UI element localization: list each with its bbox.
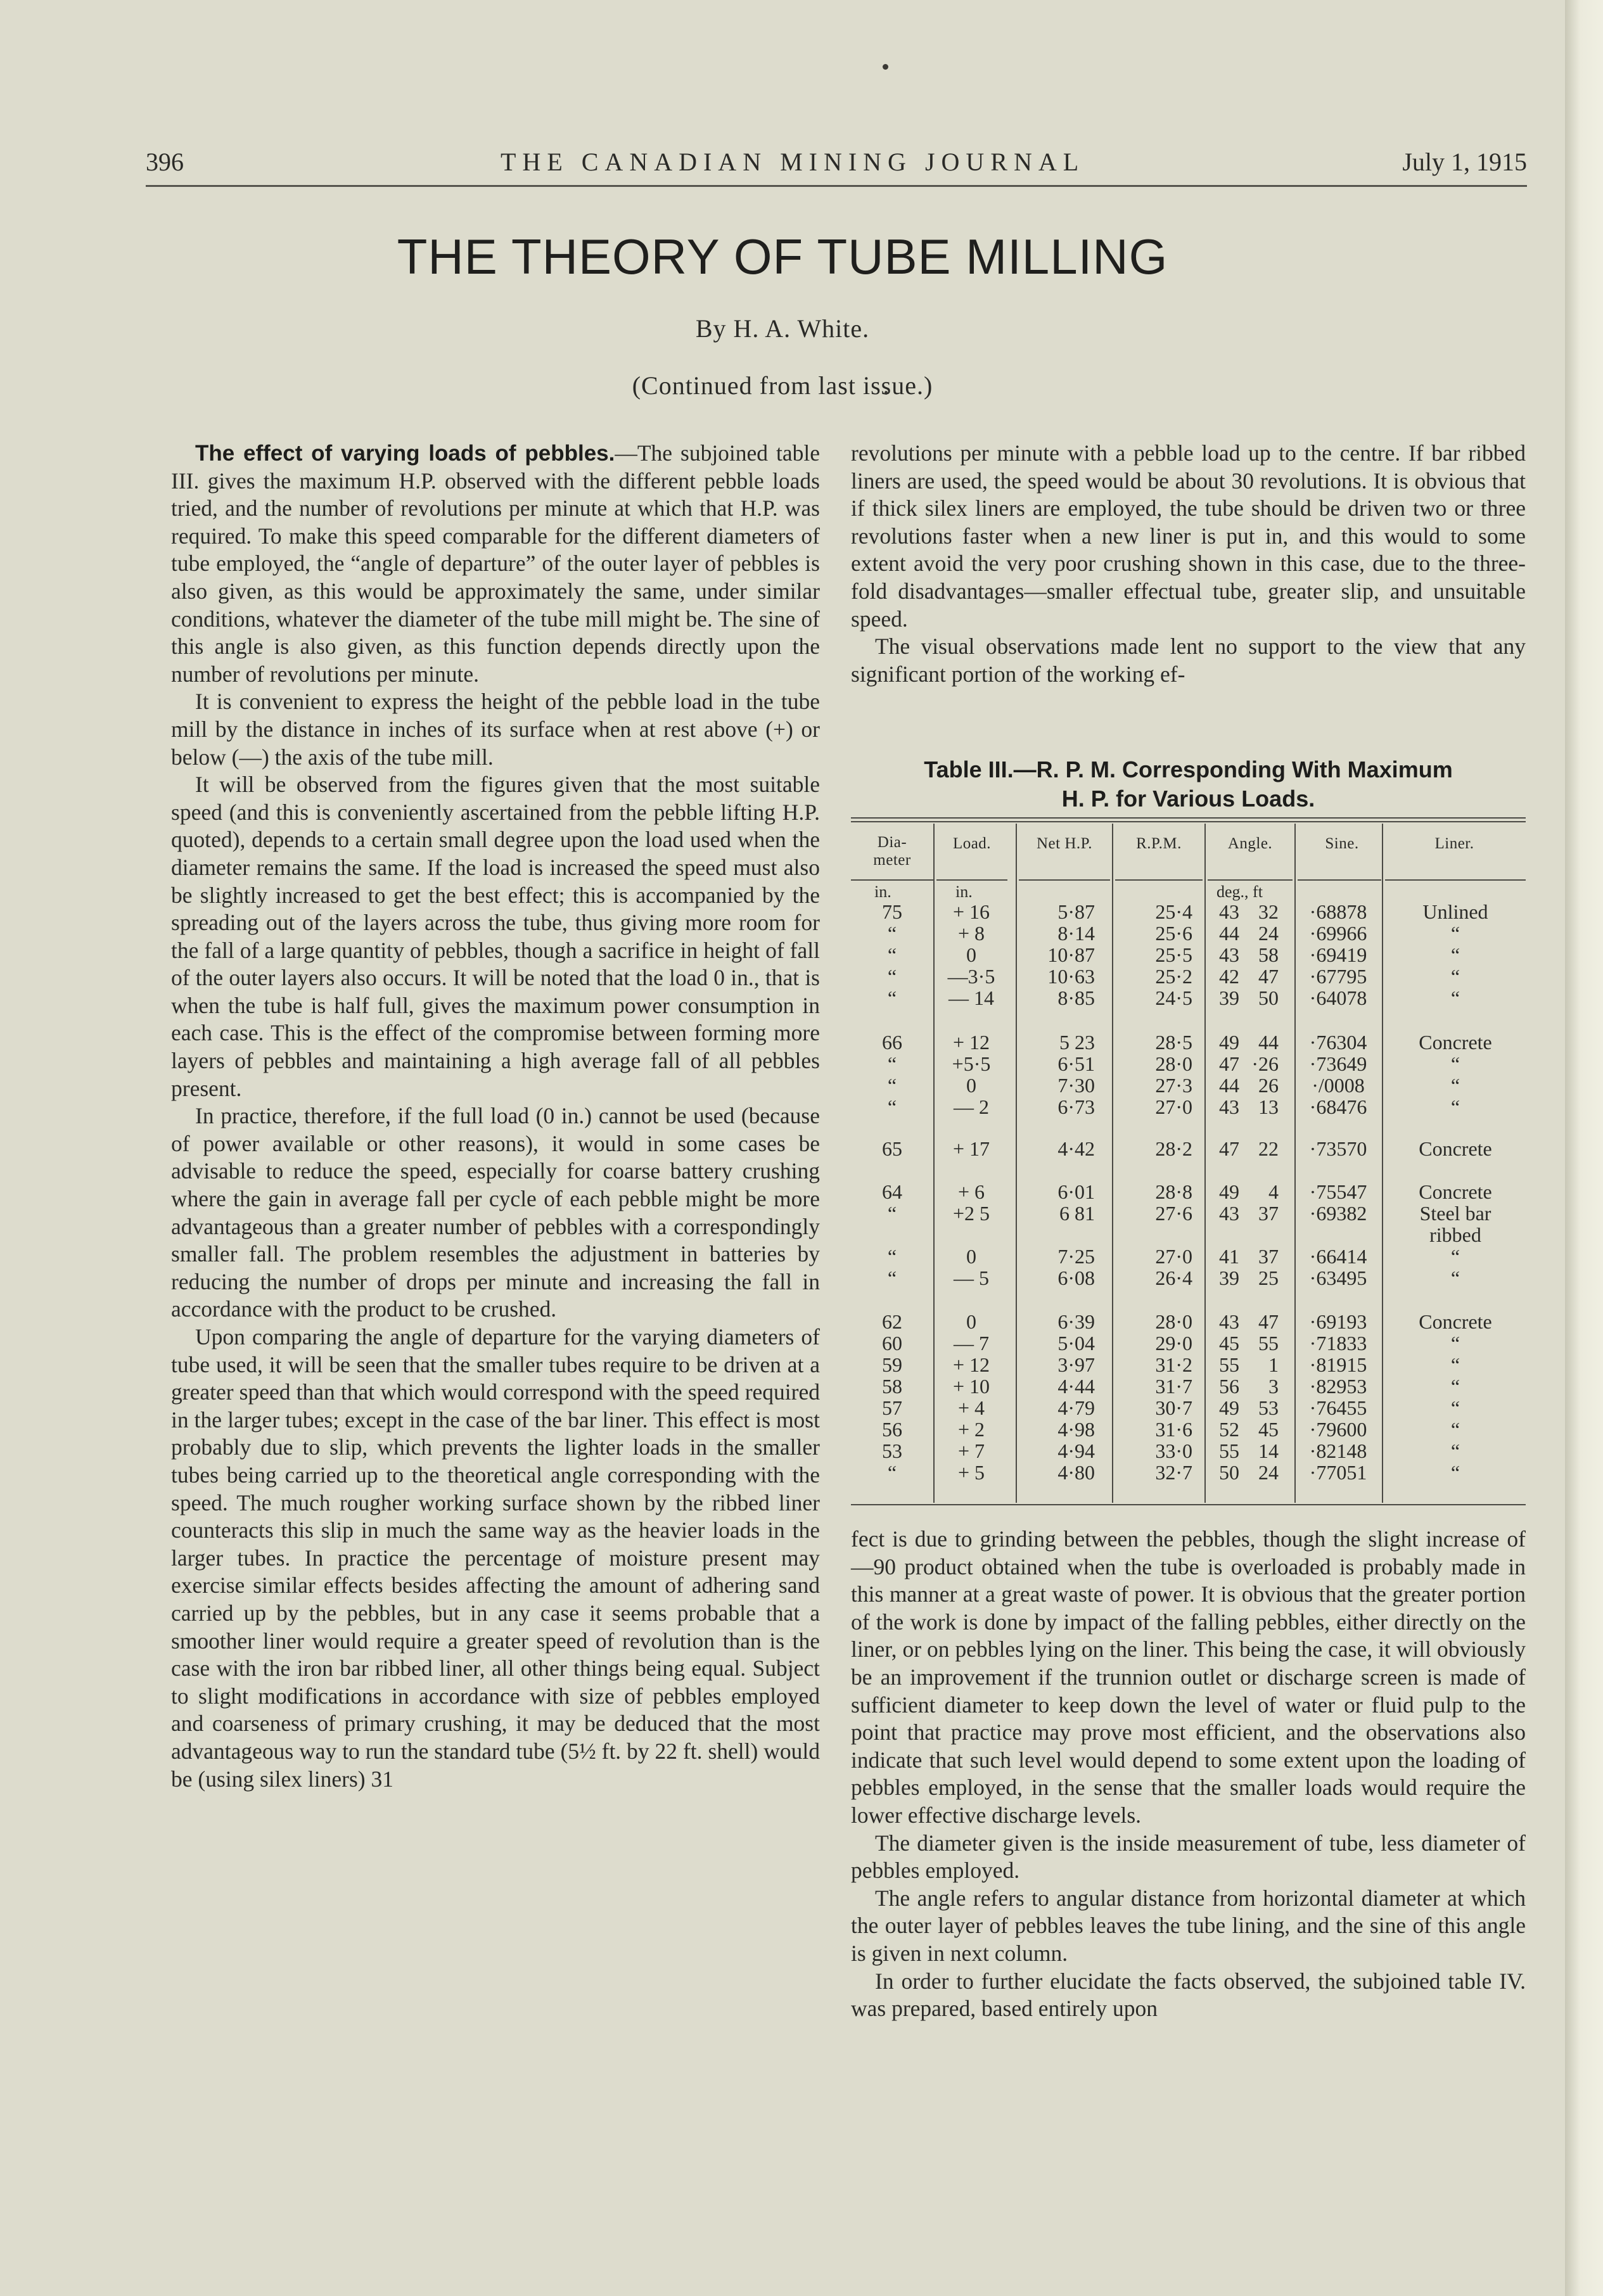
table-cell-diameter: “	[887, 1266, 897, 1289]
table-cell-angle-min: 1	[1268, 1353, 1279, 1376]
table-caption-line: H. P. for Various Loads.	[1061, 786, 1315, 812]
table-cell-rpm: 25·5	[1155, 943, 1192, 966]
paragraph: The angle refers to angular distance from horizontal diameter at which the outer layer of pebbles leaves the tube lining, and the sine of this angle is given in next column.	[851, 1885, 1526, 1966]
table-cell-liner: ribbed	[1429, 1223, 1481, 1246]
header-underline	[1115, 879, 1203, 881]
table-cell-liner: “	[1450, 1396, 1460, 1419]
table-column-rule	[1112, 824, 1113, 1503]
table-cell-rpm: 24·5	[1155, 986, 1192, 1009]
table-cell-liner: Concrete	[1419, 1137, 1492, 1160]
table-cell-sine: ·82953	[1309, 1375, 1367, 1398]
table-cell-liner: “	[1450, 1074, 1460, 1097]
header-underline	[1019, 879, 1110, 881]
table-cell-angle-deg: 43	[1219, 1310, 1239, 1333]
table-cell-angle-min: 47	[1258, 965, 1279, 988]
table-cell-rpm: 28·2	[1155, 1137, 1192, 1160]
table-cell-sine: ·76455	[1309, 1396, 1367, 1419]
table-cell-net-hp: 4·79	[1057, 1396, 1095, 1419]
table-cell-diameter: 66	[882, 1031, 902, 1054]
table-cell-rpm: 31·7	[1155, 1375, 1192, 1398]
table-cell-sine: ·68878	[1309, 900, 1367, 923]
table-cell-angle-min: 37	[1258, 1245, 1279, 1268]
table-cell-load: + 6	[957, 1180, 985, 1203]
table-top-rule	[851, 817, 1526, 819]
table-cell-angle-deg: 42	[1219, 965, 1239, 988]
header-underline	[1385, 879, 1526, 881]
table-cell-load: — 7	[954, 1332, 989, 1355]
col-header-load: Load.	[952, 835, 992, 852]
table-cell-sine: ·64078	[1309, 986, 1367, 1009]
table-cell-angle-min: 50	[1258, 986, 1279, 1009]
table-cell-liner: Concrete	[1419, 1310, 1492, 1333]
table-cell-load: + 8	[957, 922, 985, 945]
table-cell-diameter: 62	[882, 1310, 902, 1333]
table-cell-rpm: 32·7	[1155, 1461, 1192, 1484]
table-cell-angle-min: 4	[1268, 1180, 1279, 1203]
table-cell-rpm: 29·0	[1155, 1332, 1192, 1355]
paragraph: Upon comparing the angle of departure for the varying diameters of tube used, it will be seen that the smaller tubes require to be driven at a greater speed than that which would correspond with the speed required in the larger tubes; except in the case of the bar liner. This effect is most probably due to slip, which prevents the lighter loads in the smaller tubes being carried up to the theoretical angle corresponding with the speed. The much rougher working surface shown by the ribbed liner counteracts this slip in much the same way as the heavier loads in the larger tubes. In practice the percentage of moisture present may exercise similar effects besides affecting the amount of adhering sand carried up by the pebbles, but in any case it seems probable that a smoother liner would require a greater speed of revolution than is the case with the iron bar ribbed liner, all other things being equal. Subject to slight modifications in accordance with size of pebbles employed and coarseness of primary crushing, it may be deduced that the most advantageous way to run the standard tube (5½ ft. by 22 ft. shell) would be (using silex liners) 31	[171, 1324, 820, 1792]
paragraph: fect is due to grinding between the pebbles, though the slight increase of —90 product obtained when the tube is overloaded is probably made in this manner at a great waste of power. It is obvious that the greater portion of the work is done by impact of the falling pebbles, either directly on the liner, or on pebbles lying on the liner. This being the case, it will obviously be an improvement if the trunnion outlet or discharge screen is made of sufficient diameter to keep down the level of water or fluid pulp to the point that practice may prove most efficient, and the observations also indicate that such level would depend to some extent upon the loading of pebbles employed, in the sense that the smaller loads would require the lower effective discharge levels.	[851, 1526, 1526, 1828]
table-cell-sine: ·68476	[1309, 1095, 1367, 1118]
article-byline: By H. A. White.	[695, 314, 870, 343]
table-cell-angle-min: 24	[1258, 1461, 1279, 1484]
paragraph: revolutions per minute with a pebble load up to the centre. If bar ribbed liners are used, the speed would be about 30 revolutions. It is obvious that if thick silex liners are employed, the tube should be driven two or three revolutions faster when a new liner is put in, and this would to some extent avoid the very poor crushing shown in this case, due to the three-fold disadvantages—smaller effectual tube, greater slip, and unsuitable speed.	[851, 440, 1526, 632]
table-column-rule	[1204, 824, 1206, 1503]
table-cell-angle-min: 14	[1258, 1439, 1279, 1462]
article-title: THE THEORY OF TUBE MILLING	[397, 229, 1168, 284]
table-cell-load: — 2	[954, 1095, 989, 1118]
table-cell-sine: ·82148	[1309, 1439, 1367, 1462]
table-cell-rpm: 28·0	[1155, 1052, 1192, 1075]
table-cell-load: 0	[966, 1310, 976, 1333]
table-cell-load: + 2	[957, 1418, 985, 1441]
table-cell-sine: ·79600	[1309, 1418, 1367, 1441]
table-cell-angle-deg: 56	[1219, 1375, 1239, 1398]
col-header-rpm: R.P.M.	[1136, 835, 1182, 852]
table-cell-liner: “	[1450, 1332, 1460, 1355]
table-cell-load: + 12	[952, 1353, 990, 1376]
table-cell-angle-min: ·26	[1251, 1052, 1279, 1075]
table-cell-angle-deg: 41	[1219, 1245, 1239, 1268]
table-cell-diameter: 64	[882, 1180, 902, 1203]
table-cell-angle-deg: 47	[1219, 1137, 1239, 1160]
table-cell-liner: “	[1450, 1439, 1460, 1462]
table-cell-net-hp: 8·14	[1057, 922, 1095, 945]
continued-note: (Continued from last issue.)	[632, 371, 933, 400]
table-cell-angle-min: 13	[1258, 1095, 1279, 1118]
unit-label: in.	[955, 883, 973, 901]
table-cell-diameter: 56	[882, 1418, 902, 1441]
table-cell-rpm: 30·7	[1155, 1396, 1192, 1419]
table-cell-diameter: “	[887, 1245, 897, 1268]
table-cell-angle-deg: 43	[1219, 1202, 1239, 1225]
table-cell-angle-deg: 43	[1219, 943, 1239, 966]
table-cell-rpm: 25·6	[1155, 922, 1192, 945]
col-header-net-hp: Net H.P.	[1036, 835, 1093, 852]
table-cell-angle-deg: 44	[1219, 1074, 1239, 1097]
running-header	[146, 147, 1527, 185]
paragraph: It is convenient to express the height of the pebble load in the tube mill by the distance in inches of its surface when at rest above (+) or below (—) the axis of the tube mill.	[171, 689, 820, 770]
table-cell-net-hp: 5·04	[1057, 1332, 1095, 1355]
table-cell-angle-deg: 49	[1219, 1180, 1239, 1203]
table-cell-diameter: 60	[882, 1332, 902, 1355]
table-cell-angle-min: 58	[1258, 943, 1279, 966]
table-top-rule	[851, 821, 1526, 822]
table-cell-rpm: 27·6	[1155, 1202, 1192, 1225]
table-cell-sine: ·75547	[1309, 1180, 1367, 1203]
table-column-rule	[1016, 824, 1017, 1503]
unit-label: in.	[874, 883, 891, 901]
table-cell-load: + 7	[957, 1439, 985, 1462]
table-cell-diameter: “	[887, 965, 897, 988]
table-cell-liner: Concrete	[1419, 1031, 1492, 1054]
table-cell-angle-deg: 50	[1219, 1461, 1239, 1484]
table-cell-liner: “	[1450, 1266, 1460, 1289]
table-cell-angle-deg: 55	[1219, 1439, 1239, 1462]
right-column-top	[851, 440, 1526, 688]
paragraph: It will be observed from the figures given that the most suitable speed (and this is conveniently ascertained from the pebble lifting H.P. quoted), depends to a certain small degree upon the load used when the diameter remains the same. If the load is increased the speed must also be slightly increased to get the best effect; this is accompanied by the spreading out of the layers across the tube, thus giving more room for the fall of a large quantity of pebbles, though a sacrifice in height of fall of the outer layers also occurs. It will be noted that the load 0 in., that is when the tube is half full, gives the maximum power consumption in each case. This is the effect of the compromise between forming more layers of pebbles and maintaining a high average fall of all pebbles present.	[171, 772, 820, 1101]
table-cell-net-hp: 4·80	[1057, 1461, 1095, 1484]
table-cell-angle-deg: 45	[1219, 1332, 1239, 1355]
table-cell-rpm: 31·2	[1155, 1353, 1192, 1376]
table-cell-liner: “	[1450, 1418, 1460, 1441]
table-cell-angle-min: 53	[1258, 1396, 1279, 1419]
table-cell-liner: “	[1450, 943, 1460, 966]
table-cell-diameter: “	[887, 943, 897, 966]
unit-label: deg., ft	[1217, 883, 1263, 901]
table-cell-angle-min: 24	[1258, 922, 1279, 945]
table-cell-diameter: “	[887, 1095, 897, 1118]
table-cell-diameter: “	[887, 1461, 897, 1484]
table-cell-liner: “	[1450, 1052, 1460, 1075]
table-cell-diameter: “	[887, 1052, 897, 1075]
header-rule	[146, 185, 1527, 187]
header-underline	[851, 879, 933, 881]
table-cell-rpm: 28·0	[1155, 1310, 1192, 1333]
table-cell-net-hp: 6·08	[1057, 1266, 1095, 1289]
table-cell-load: +2 5	[952, 1202, 990, 1225]
journal-name: THE CANADIAN MINING JOURNAL	[501, 148, 1085, 176]
table-cell-diameter: 59	[882, 1353, 902, 1376]
table-cell-angle-deg: 55	[1219, 1353, 1239, 1376]
table-cell-net-hp: 6·39	[1057, 1310, 1095, 1333]
table-cell-sine: ·73649	[1309, 1052, 1367, 1075]
table-cell-diameter: “	[887, 986, 897, 1009]
table-cell-angle-min: 37	[1258, 1202, 1279, 1225]
table-cell-angle-deg: 43	[1219, 1095, 1239, 1118]
table-cell-diameter: “	[887, 1202, 897, 1225]
table-cell-diameter: 53	[882, 1439, 902, 1462]
table-cell-angle-deg: 44	[1219, 922, 1239, 945]
table-cell-load: 0	[966, 943, 976, 966]
col-header-angle: Angle.	[1227, 835, 1273, 852]
table-cell-angle-deg: 39	[1219, 986, 1239, 1009]
table-cell-sine: ·69193	[1309, 1310, 1367, 1333]
left-column	[171, 440, 820, 1793]
table-cell-load: +5·5	[952, 1052, 991, 1075]
print-speck	[883, 64, 888, 70]
page-number: 396	[146, 148, 184, 176]
paragraph-text: —The subjoined table III. gives the maximum H.P. observed with the different pebble loads tried, and the number of revolutions per minute at which that H.P. was required. To make this speed comparable for the different diameters of tube employed, the “angle of departure” of the outer layer of pebbles is also given, as this would be approximately the same, under similar conditions, whatever the diameter of the tube mill might be. The sine of this angle is also given, as this function depends directly upon the number of revolutions per minute.	[171, 440, 820, 687]
table-cell-sine: ·77051	[1309, 1461, 1367, 1484]
table-cell-angle-min: 47	[1258, 1310, 1279, 1333]
table-column-rule	[1382, 824, 1383, 1503]
table-cell-angle-min: 26	[1258, 1074, 1279, 1097]
table-cell-liner: Unlined	[1422, 900, 1488, 923]
table-cell-rpm: 25·4	[1155, 900, 1192, 923]
table-cell-angle-deg: 52	[1219, 1418, 1239, 1441]
table-cell-liner: “	[1450, 1353, 1460, 1376]
table-cell-diameter: 65	[882, 1137, 902, 1160]
paragraph: In practice, therefore, if the full load (0 in.) cannot be used (because of power available or other reasons), it would in some cases be advisable to reduce the speed, especially for coarse battery crushing where the gain in average fall per cycle of each pebble might be more advantageous than a greater number of pebbles with a correspondingly smaller fall. The problem resembles the adjustment in batteries by reducing the number of drops per minute and increasing the fall in accordance with the product to be crushed.	[171, 1103, 820, 1322]
table-cell-rpm: 27·0	[1155, 1095, 1192, 1118]
table-cell-net-hp: 10·63	[1047, 965, 1095, 988]
table-cell-liner: “	[1450, 986, 1460, 1009]
table-cell-diameter: 57	[882, 1396, 902, 1419]
table-cell-angle-deg: 49	[1219, 1396, 1239, 1419]
table-cell-sine: ·69382	[1309, 1202, 1367, 1225]
table-cell-rpm: 31·6	[1155, 1418, 1192, 1441]
table-cell-rpm: 27·0	[1155, 1245, 1192, 1268]
header-underline	[1298, 879, 1381, 881]
table-cell-net-hp: 4·94	[1057, 1439, 1095, 1462]
table-cell-sine: ·69419	[1309, 943, 1367, 966]
table-cell-rpm: 26·4	[1155, 1266, 1192, 1289]
table-cell-net-hp: 6·73	[1057, 1095, 1095, 1118]
table-cell-load: + 12	[952, 1031, 990, 1054]
table-cell-load: + 5	[957, 1461, 985, 1484]
table-cell-load: + 4	[957, 1396, 985, 1419]
page-edge	[1565, 0, 1603, 2296]
table-cell-net-hp: 4·98	[1057, 1418, 1095, 1441]
section-lead-in: The effect of varying loads of pebbles.	[195, 441, 615, 466]
table-cell-rpm: 28·8	[1155, 1180, 1192, 1203]
table-cell-angle-min: 55	[1258, 1332, 1279, 1355]
table-cell-rpm: 28·5	[1155, 1031, 1192, 1054]
issue-date: July 1, 1915	[1402, 148, 1527, 176]
table-cell-load: + 16	[952, 900, 990, 923]
table-cell-liner: “	[1450, 1095, 1460, 1118]
table-cell-load: + 17	[952, 1137, 990, 1160]
table-column-rule	[1294, 824, 1296, 1503]
table-cell-rpm: 25·2	[1155, 965, 1192, 988]
table-cell-angle-min: 32	[1258, 900, 1279, 923]
table-cell-net-hp: 5 23	[1059, 1031, 1095, 1054]
table-cell-liner: “	[1450, 922, 1460, 945]
col-header-diameter: Dia- meter	[873, 834, 911, 869]
table-cell-rpm: 33·0	[1155, 1439, 1192, 1462]
table-cell-net-hp: 6 81	[1059, 1202, 1095, 1225]
table-cell-sine: ·81915	[1309, 1353, 1367, 1376]
table-cell-net-hp: 5·87	[1057, 900, 1095, 923]
table-cell-load: 0	[966, 1245, 976, 1268]
table-cell-sine: ·/0008	[1312, 1074, 1365, 1097]
table-cell-net-hp: 7·25	[1057, 1245, 1095, 1268]
table-cell-angle-deg: 49	[1219, 1031, 1239, 1054]
table-cell-liner: “	[1450, 1245, 1460, 1268]
table-cell-load: — 14	[948, 986, 994, 1009]
paragraph	[171, 440, 820, 688]
table-cell-liner: “	[1450, 1375, 1460, 1398]
table-cell-liner: “	[1450, 965, 1460, 988]
table-cell-sine: ·73570	[1309, 1137, 1367, 1160]
table-column-rule	[933, 824, 935, 1503]
table-cell-sine: ·66414	[1309, 1245, 1367, 1268]
table-cell-angle-min: 45	[1258, 1418, 1279, 1441]
table-cell-load: — 5	[954, 1266, 989, 1289]
table-cell-sine: ·67795	[1309, 965, 1367, 988]
table-cell-liner: Concrete	[1419, 1180, 1492, 1203]
table-cell-net-hp: 10·87	[1047, 943, 1095, 966]
table-cell-angle-deg: 47	[1219, 1052, 1239, 1075]
table-cell-diameter: “	[887, 1074, 897, 1097]
table-cell-net-hp: 6·01	[1057, 1180, 1095, 1203]
paragraph: The diameter given is the inside measurement of tube, less diameter of pebbles employed.	[851, 1830, 1526, 1884]
table-cell-sine: ·76304	[1309, 1031, 1367, 1054]
table-cell-liner: “	[1450, 1461, 1460, 1484]
table-cell-angle-deg: 43	[1219, 900, 1239, 923]
table-cell-angle-min: 22	[1258, 1137, 1279, 1160]
table-cell-sine: ·63495	[1309, 1266, 1367, 1289]
col-header-liner: Liner.	[1434, 835, 1474, 852]
table-cell-net-hp: 3·97	[1057, 1353, 1095, 1376]
table-cell-net-hp: 8·85	[1057, 986, 1095, 1009]
table-cell-diameter: 75	[882, 900, 902, 923]
col-header-sine: Sine.	[1325, 835, 1359, 852]
table-cell-sine: ·71833	[1309, 1332, 1367, 1355]
table-cell-net-hp: 6·51	[1057, 1052, 1095, 1075]
table-cell-load: 0	[966, 1074, 976, 1097]
table-caption-line: Table III.—R. P. M. Corresponding With Maximum	[924, 756, 1453, 782]
table-cell-sine: ·69966	[1309, 922, 1367, 945]
table-cell-angle-deg: 39	[1219, 1266, 1239, 1289]
table-cell-diameter: “	[887, 922, 897, 945]
table-cell-net-hp: 4·42	[1057, 1137, 1095, 1160]
table-caption	[851, 755, 1526, 813]
table-cell-angle-min: 25	[1258, 1266, 1279, 1289]
table-cell-net-hp: 4·44	[1057, 1375, 1095, 1398]
right-column-bottom	[851, 1526, 1526, 2023]
table-cell-angle-min: 44	[1258, 1031, 1279, 1054]
table-bottom-rule	[851, 1504, 1526, 1505]
table-cell-net-hp: 7·30	[1057, 1074, 1095, 1097]
table-cell-rpm: 27·3	[1155, 1074, 1192, 1097]
paragraph: In order to further elucidate the facts observed, the subjoined table IV. was prepared, based entirely upon	[851, 1968, 1526, 2022]
table-cell-diameter: 58	[882, 1375, 902, 1398]
table-cell-angle-min: 3	[1268, 1375, 1279, 1398]
table-cell-liner: Steel bar	[1419, 1202, 1491, 1225]
paragraph: The visual observations made lent no support to the view that any significant portion of the working ef-	[851, 634, 1526, 687]
table-cell-load: + 10	[952, 1375, 990, 1398]
table-cell-load: —3·5	[947, 965, 995, 988]
